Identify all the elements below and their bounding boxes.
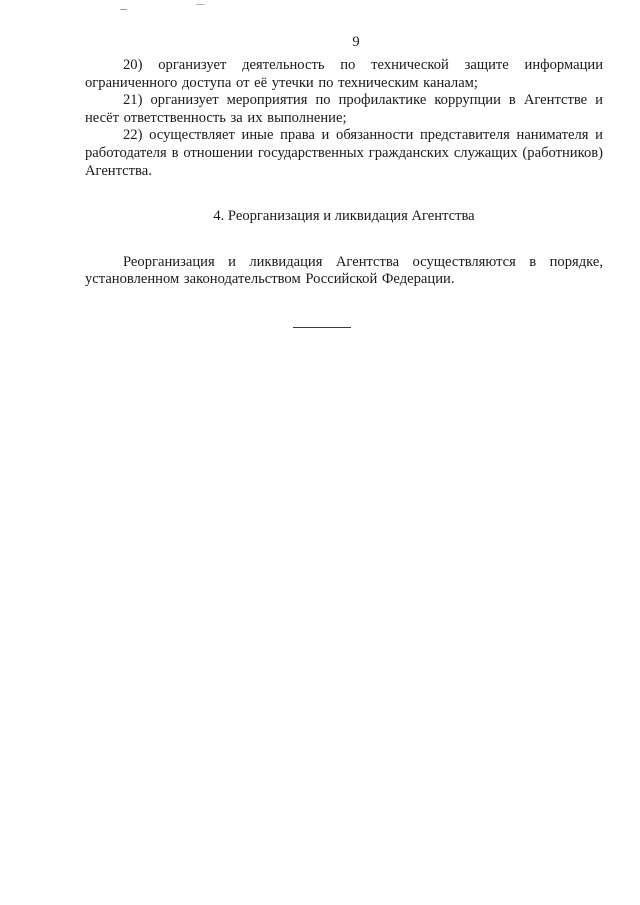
- paragraph-item-20: 20) организует деятельность по технической защите информации ограниченного доступа от её утечки по техническим каналам;: [85, 57, 603, 91]
- end-of-document-divider: [293, 327, 351, 328]
- closing-paragraph: Реорганизация и ликвидация Агентства осуществляются в порядке, установленном законодательством Российской Федерации.: [85, 253, 603, 288]
- page-number: 9: [352, 34, 360, 50]
- paragraph-item-22: 22) осуществляет иные права и обязанности представителя нанимателя и работодателя в отношении государственных гражданских служащих (работников) Агентства.: [85, 127, 603, 179]
- paragraph-item-21: 21) организует мероприятия по профилактике коррупции в Агентстве и несёт ответственность за их выполнение;: [85, 92, 603, 126]
- section-heading: 4. Реорганизация и ликвидация Агентства: [213, 208, 475, 225]
- document-body: [85, 57, 603, 289]
- scan-artifact: [196, 4, 205, 5]
- scan-artifact: [120, 9, 127, 10]
